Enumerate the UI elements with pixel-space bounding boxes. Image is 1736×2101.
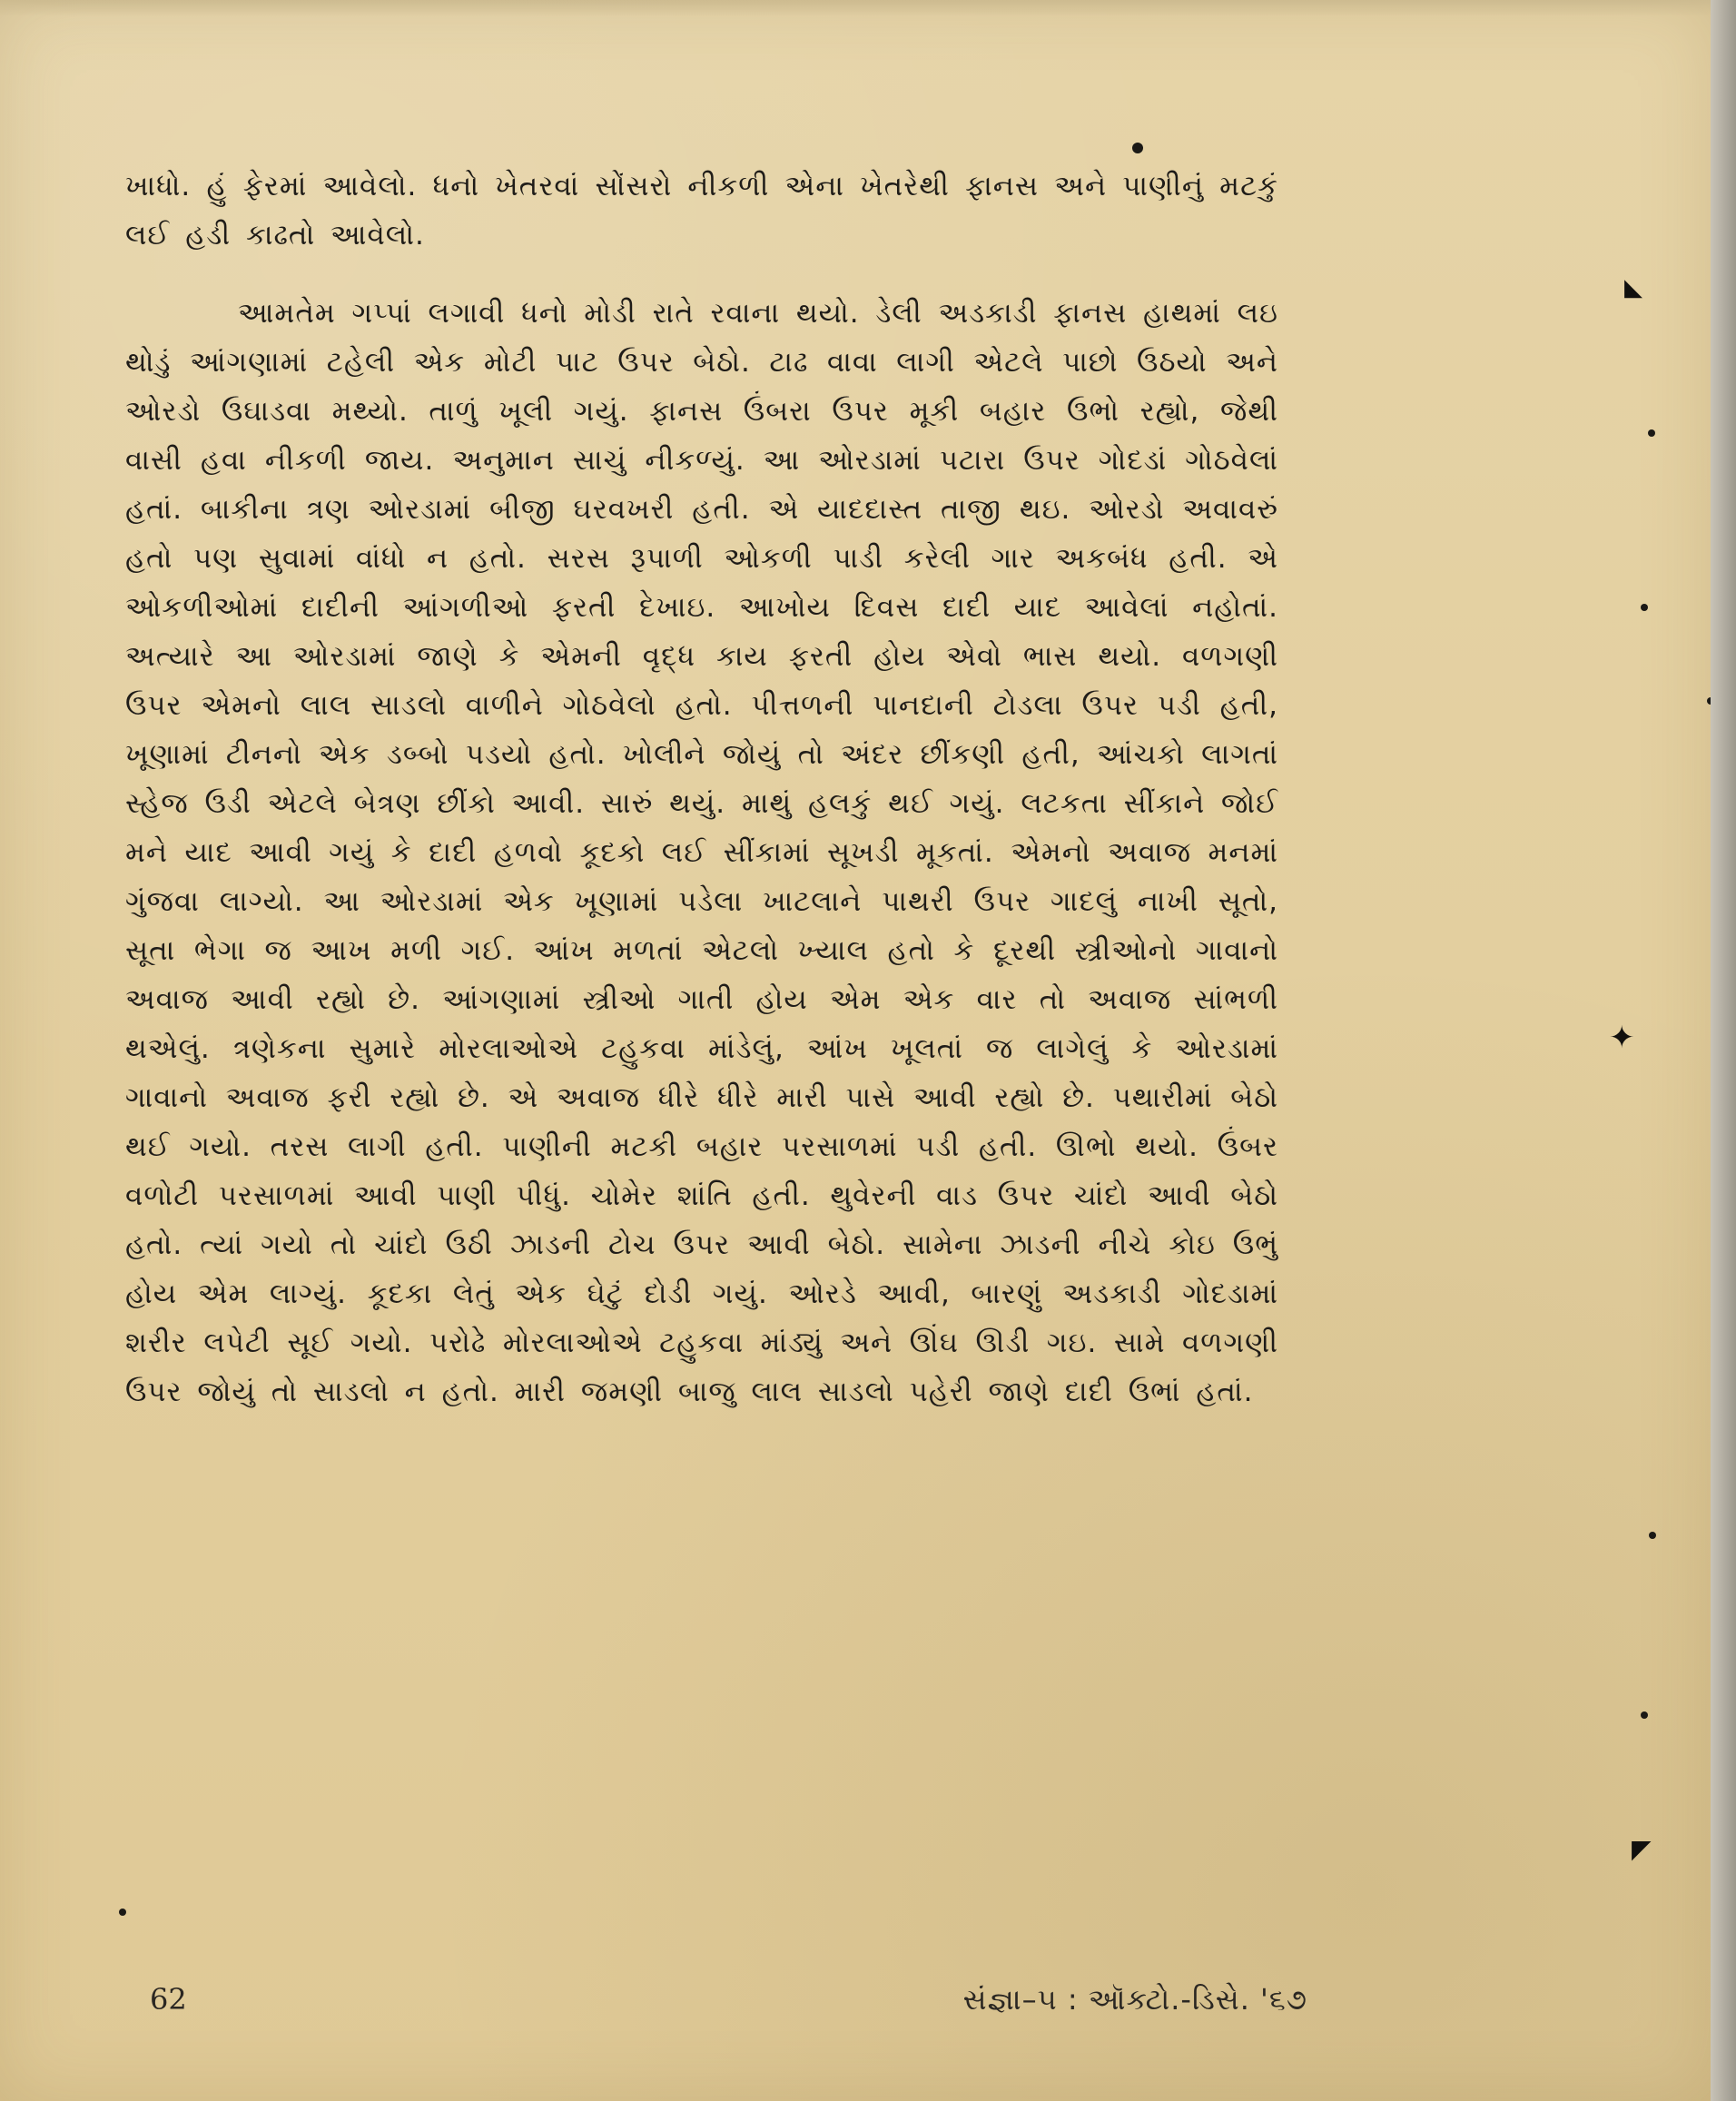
dot-mark-icon: [1649, 1532, 1656, 1539]
dot-mark-icon: [1132, 143, 1143, 153]
dot-mark-icon: [1648, 429, 1655, 437]
paragraph-2: આમતેમ ગપ્પાં લગાવી ધનો મોડી રાતે રવાના થયો. ડેલી અડકાડી ફાનસ હાથમાં લઇ થોડું આંગણામાં ટહેલી એક મોટી પાટ ઉપર બેઠો. ટાઢ વાવા લાગી એટલે પાછો ઉઠયો અને ઓરડો ઉઘાડવા મથ્યો. તાળું ખૂલી ગયું. ફાનસ ઉંબરા ઉપર મૂકી બહાર ઉભો રહ્યો, જેથી વાસી હવા નીકળી જાય. અનુમાન સાચું નીકળ્યું. આ ઓરડામાં પટારા ઉપર ગોદડાં ગોઠવેલાં હતાં. બાકીના ત્રણ ઓરડામાં બીજી ઘરવખરી હતી. એ યાદદાસ્ત તાજી થઇ. ઓરડો અવાવરું હતો પણ સુવામાં વાંધો ન હતો. સરસ રૂપાળી ઓકળી પાડી કરેલી ગાર અકબંધ હતી. એ ઓકળીઓમાં દાદીની આંગળીઓ ફરતી દેખાઇ. આખોય દિવસ દાદી યાદ આવેલાં નહોતાં. અત્યારે આ ઓરડામાં જાણે કે એમની વૃદ્ધ કાય ફરતી હોય એવો ભાસ થયો. વળગણી ઉપર એમનો લાલ સાડલો વાળીને ગોઠવેલો હતો. પીત્તળની પાનદાની ટોડલા ઉપર પડી હતી, ખૂણામાં ટીનનો એક ડબ્બો પડયો હતો. ખોલીને જોયું તો અંદર છીંકણી હતી, આંચકો લાગતાં સ્હેજ ઉડી એટલે બેત્રણ છીંકો આવી. સારું થયું. માથું હલકું થઈ ગયું. લટકતા સીંકાને જોઈ મને યાદ આવી ગયું કે દાદી હળવો કૂદકો લઈ સીંકામાં સૂખડી મૂકતાં. એમનો અવાજ મનમાં ગુંજવા લાગ્યો. આ ઓરડામાં એક ખૂણામાં પડેલા ખાટલાને પાથરી ઉપર ગાદલું નાખી સૂતો, સૂતા ભેગા જ આખ મળી ગઈ. આંખ મળતાં એટલો ખ્યાલ હતો કે દૂરથી સ્ત્રીઓનો ગાવાનો અવાજ આવી રહ્યો છે. આંગણામાં સ્ત્રીઓ ગાતી હોય એમ એક વાર તો અવાજ સાંભળી થએલું. ત્રણેકના સુમારે મોરલાઓએ ટહુકવા માંડેલું, આંખ ખૂલતાં જ લાગેલું કે ઓરડામાં ગાવાનો અવાજ ફરી રહ્યો છે. એ અવાજ ધીરે ધીરે મારી પાસે આવી રહ્યો છે. પથારીમાં બેઠો થઈ ગયો. તરસ લાગી હતી. પાણીની મટકી બહાર પરસાળમાં પડી હતી. ઊભો થયો. ઉંબર વળોટી પરસાળમાં આવી પાણી પીધું. ચોમેર શાંતિ હતી. થુવેરની વાડ ઉપર ચાંદો આવી બેઠો હતો. ત્યાં ગયો તો ચાંદો ઉઠી ઝાડની ટોચ ઉપર આવી બેઠો. સામેના ઝાડની નીચે કોઇ ઉભું હોય એમ લાગ્યું. કૂદકા લેતું એક ઘેટું દોડી ગયું. ઓરડે આવી, બારણું અડકાડી ગોદડામાં શરીર લપેટી સૂઈ ગયો. પરોઢે મોરલાઓએ ટહુકવા માંડ્યું અને ઊંઘ ઊડી ગઇ. સામે વળગણી ઉપર જોયું તો સાડલો ન હતો. મારી જમણી બાજુ લાલ સાડલો પહેરી જાણે દાદી ઉભાં હતાં.: [125, 297, 1278, 1408]
paragraph-1: ખાધો. હું ફેરમાં આવેલો. ધનો ખેતરવાં સોંસરો નીકળી એના ખેતરેથી ફાનસ અને પાણીનું મટકું લઈ હડી કાઢતો આવેલો.: [125, 170, 1278, 252]
dot-mark-icon: [1641, 604, 1648, 611]
body-text: [125, 162, 1278, 1416]
torn-edge-icon: ◤: [1632, 1834, 1652, 1864]
dot-mark-icon: [1641, 1711, 1648, 1719]
torn-edge-icon: ✦: [1609, 1020, 1635, 1056]
page-footer: [150, 1982, 1307, 2022]
paper-top-shadow: [0, 0, 1711, 16]
page-number: 62: [150, 1982, 187, 2017]
torn-edge-icon: ◣: [1624, 274, 1642, 301]
journal-reference: સંજ્ઞા–૫ : ઑક્ટો.-ડિસે. '૬૭: [962, 1982, 1307, 2017]
dot-mark-icon: [119, 1909, 126, 1916]
scanner-edge: [1711, 0, 1736, 2101]
